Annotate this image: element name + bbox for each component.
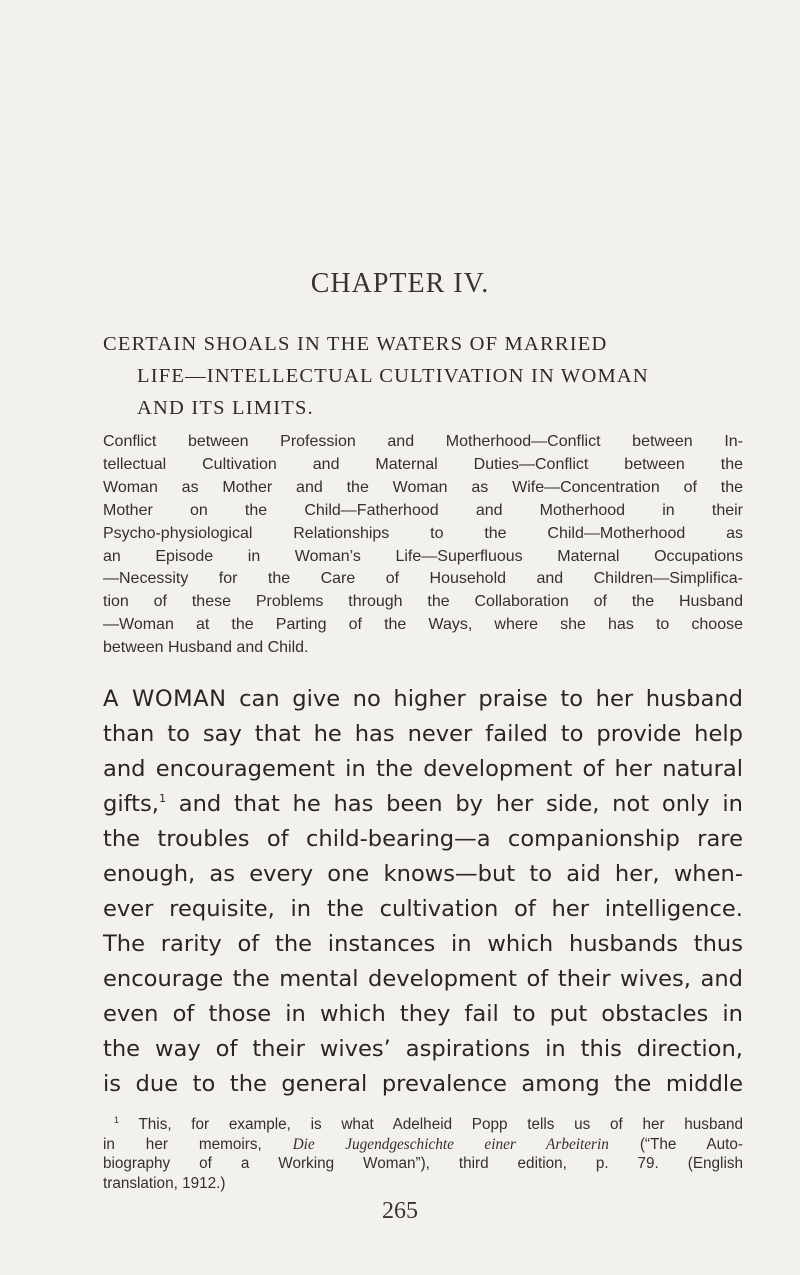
body-text-fragment: gifts, xyxy=(103,791,159,817)
chapter-heading: CHAPTER IV. xyxy=(310,268,490,299)
body-line: The rarity of the instances in which husbands thus xyxy=(103,931,743,957)
synopsis-line: tion of these Problems through the Collaboration of the Husband xyxy=(103,593,743,611)
body-paragraph xyxy=(103,682,743,1102)
footnote-book-title: Die Jugendgeschichte einer Arbeiterin xyxy=(292,1135,609,1153)
body-line: ever requisite, in the cultivation of her intelligence. xyxy=(103,896,743,922)
body-line: and encouragement in the development of her natural xyxy=(103,756,743,782)
chapter-title-line: AND ITS LIMITS. xyxy=(137,397,314,419)
synopsis-line: —Necessity for the Care of Household and Children—Simplifica- xyxy=(103,570,743,588)
synopsis-line: Mother on the Child—Fatherhood and Motherhood in their xyxy=(103,501,743,519)
synopsis-line: an Episode in Woman’s Life—Superfluous Maternal Occupations xyxy=(103,547,743,565)
body-line: than to say that he has never failed to provide help xyxy=(103,721,743,747)
synopsis-line: Psycho-physiological Relationships to the Child—Motherhood as xyxy=(103,524,743,542)
body-line: encourage the mental development of their wives, and xyxy=(103,966,743,992)
footnote-line xyxy=(103,1135,743,1155)
footnote-line xyxy=(103,1115,743,1135)
footnote-text-fragment: in her memoirs, xyxy=(103,1135,293,1153)
body-line: is due to the general prevalence among the middle xyxy=(103,1071,743,1097)
chapter-synopsis xyxy=(103,431,743,660)
chapter-title-line: LIFE—INTELLECTUAL CULTIVATION IN WOMAN xyxy=(137,365,649,387)
page-number: 265 xyxy=(382,1198,418,1224)
footnote xyxy=(103,1115,743,1193)
synopsis-line: between Husband and Child. xyxy=(103,639,309,657)
opening-words: A WOMAN xyxy=(103,686,227,712)
synopsis-line: Conflict between Profession and Motherhood—Conflict between In- xyxy=(103,433,743,450)
body-line: the way of their wives’ aspirations in this direction, xyxy=(103,1036,743,1062)
footnote-reference: 1 xyxy=(159,792,166,805)
body-line: enough, as every one knows—but to aid her, when- xyxy=(103,861,743,887)
footnote-line: translation, 1912.) xyxy=(103,1174,226,1192)
body-text-fragment: and that he has been by her side, not only in xyxy=(166,791,743,817)
footnote-text-fragment: (“The Auto- xyxy=(608,1135,743,1153)
chapter-title xyxy=(103,328,743,424)
synopsis-line: Woman as Mother and the Woman as Wife—Concentration of the xyxy=(103,478,743,496)
chapter-title-line: CERTAIN SHOALS IN THE WATERS OF MARRIED xyxy=(103,333,608,355)
footnote-line: biography of a Working Woman”), third edition, p. 79. (English xyxy=(103,1155,743,1172)
synopsis-line: —Woman at the Parting of the Ways, where she has to choose xyxy=(103,616,743,634)
body-text-fragment: can give no higher praise to her husband xyxy=(226,686,743,712)
body-line: the troubles of child-bearing—a companionship rare xyxy=(103,826,743,852)
footnote-mark: 1 xyxy=(114,1115,120,1125)
body-line xyxy=(103,682,743,717)
body-line xyxy=(103,787,743,822)
footnote-text-fragment: This, for example, is what Adelheid Popp tells us of her husband xyxy=(119,1116,743,1133)
synopsis-line: tellectual Cultivation and Maternal Duties—Conflict between the xyxy=(103,455,743,473)
body-line: even of those in which they fail to put obstacles in xyxy=(103,1001,743,1027)
